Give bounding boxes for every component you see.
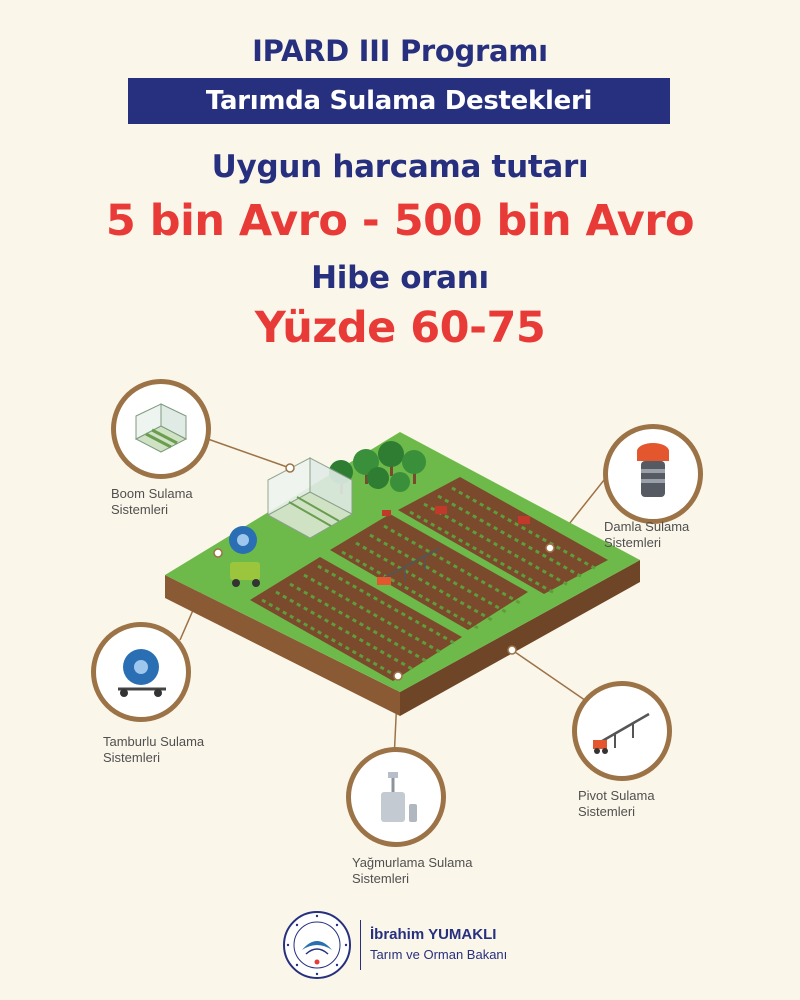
drip-irrigation-label: Damla Sulama Sistemleri [604, 519, 690, 550]
pivot-irrigation-circle [572, 681, 672, 781]
hose-reel-circle [91, 622, 191, 722]
spend-value: 5 bin Avro - 500 bin Avro [105, 196, 695, 246]
pivot-irrigation-label: Pivot Sulama Sistemleri [578, 788, 655, 819]
minister-name: İbrahim YUMAKLI [370, 926, 497, 943]
center-pivot-icon [577, 686, 667, 776]
boom-irrigation-circle [111, 379, 211, 479]
drip-irrigation-circle [603, 424, 703, 524]
hose-reel-label: Tamburlu Sulama Sistemleri [103, 734, 205, 765]
grant-value: Yüzde 60-75 [254, 303, 546, 353]
ministry-seal-logo [282, 910, 352, 980]
program-title: IPARD III Programı [252, 34, 548, 68]
grant-label: Hibe oranı [311, 260, 489, 296]
spend-label: Uygun harcama tutarı [211, 149, 589, 185]
sprinkler-icon [351, 752, 441, 842]
hose-reel-icon [96, 627, 186, 717]
greenhouse-boom-icon [116, 384, 206, 474]
drip-emitter-icon [608, 429, 698, 519]
sprinkler-irrigation-label: Yağmurlama Sulama Sistemleri [352, 855, 473, 886]
sprinkler-irrigation-circle [346, 747, 446, 847]
boom-irrigation-label: Boom Sulama Sistemleri [111, 486, 193, 517]
subtitle-banner: Tarımda Sulama Destekleri [128, 78, 670, 124]
minister-title: Tarım ve Orman Bakanı [370, 947, 508, 962]
signature-divider [360, 920, 361, 970]
